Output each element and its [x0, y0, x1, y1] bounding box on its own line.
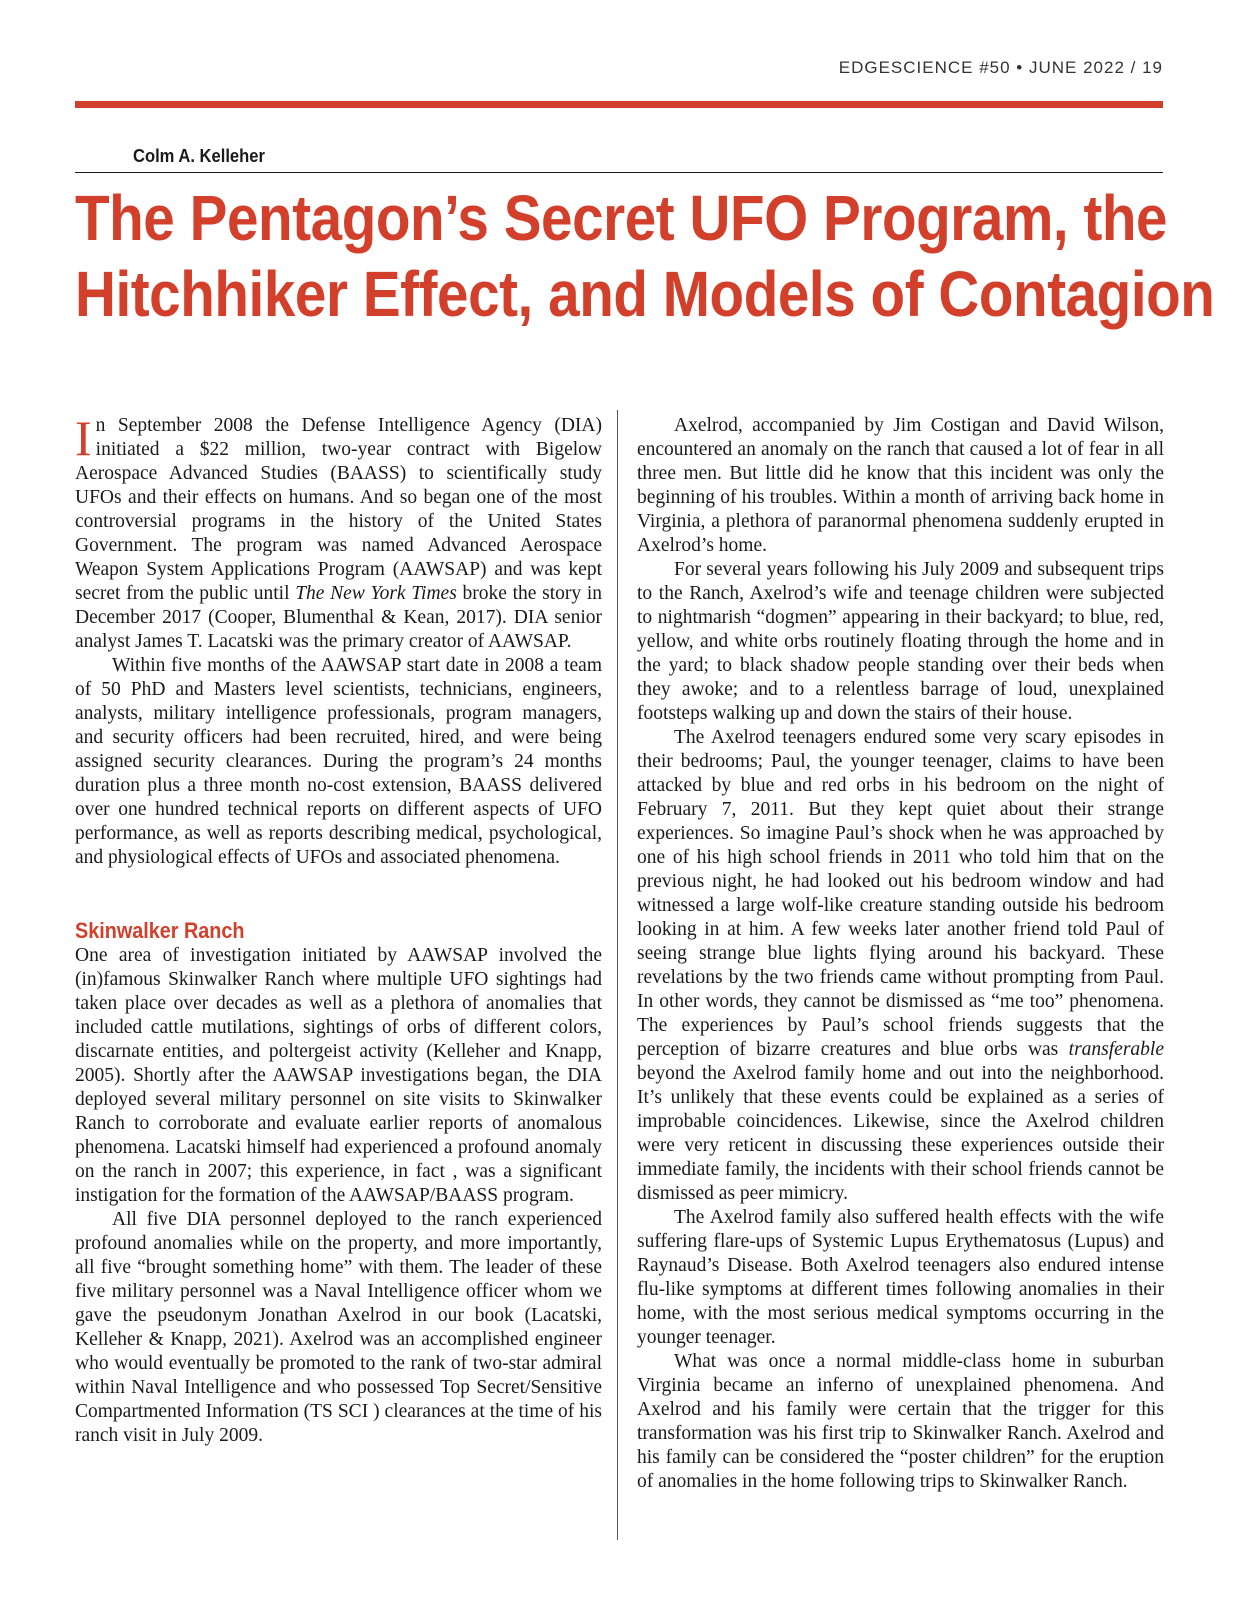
paragraph-5: Axelrod, accompanied by Jim Costigan and David Wilson, encountered an anomaly on the ranch that caused a lot of fear in all three men. But little did he know that this incident was only the beginning of his troubles. Within a month of arriving back home in Virginia, a plethora of paranormal phenomena suddenly erupted in Axelrod’s home.: [637, 415, 1164, 556]
paragraph-2: Within five months of the AAWSAP start date in 2008 a team of 50 PhD and Masters level scientists, technicians, engineers, analysts, military intelligence professionals, program managers, and security officers had been recruited, hired, and were being assigned security clearances. During the program’s 24 months duration plus a three month no-cost extension, BAASS delivered over one hundred technical reports on different aspects of UFO performance, as well as reports describing medical, psychological, and physiological effects of UFOs and associated phenomena.: [75, 655, 602, 868]
paragraph-7-text-a: The Axelrod teenagers endured some very scary episodes in their bedrooms; Paul, the younger teenager, claims to have been attacked by blue and red orbs in his bedroom on the night of February 7, 2011. But they kept quiet about their strange experiences. So imagine Paul’s shock when he was approached by one of his high school friends in 2011 who told him that on the previous night, he had looked out his bedroom window and had witnessed a large wolf-like creature standing outside his bedroom looking in at him. A few weeks later another friend told Paul of seeing strange blue lights flying around his backyard. These revelations by the two friends came without prompting from Paul. In other words, they cannot be dismissed as “me too” phenomena. The experiences by Paul’s school friends suggests that the perception of bizarre creatures and blue orbs was: [637, 727, 1164, 1060]
paragraph-7-text-b: beyond the Axelrod family home and out into the neighborhood. It’s unlikely that these events could be explained as a series of improbable coincidences. Likewise, since the Axelrod children were very reticent in discussing these experiences outside their immediate family, the incidents with their school friends cannot be dismissed as peer mimicry.: [637, 1063, 1164, 1204]
article-title: [75, 180, 1215, 332]
title-line-1: The Pentagon’s Secret UFO Program, the: [75, 182, 1168, 254]
title-line-2: Hitchhiker Effect, and Models of Contagion: [75, 258, 1215, 330]
byline-rule: [75, 172, 1163, 173]
paragraph-1-text-b: broke the story in December 2017 (Cooper, Blumenthal & Kean, 2017). DIA senior analyst James T. Lacatski was the primary creator of AAWSAP.: [75, 583, 602, 652]
paragraph-1-text-a: n September 2008 the Defense Intelligence Agency (DIA) initiated a $22 million, two-year contract with Bigelow Aerospace Advanced Studies (BAASS) to scientifically study UFOs and their effects on humans. And so began one of the most controversial programs in the history of the United States Government. The program was named Advanced Aerospace Weapon System Applications Program (AAWSAP) and was kept secret from the public until: [75, 415, 602, 604]
column-divider: [617, 410, 618, 1540]
section-heading: Skinwalker Ranch: [75, 918, 245, 943]
header-rule: [75, 101, 1163, 108]
right-column: [637, 414, 1164, 1494]
paragraph-6: For several years following his July 2009 and subsequent trips to the Ranch, Axelrod’s wife and teenage children were subjected to nightmarish “dogmen” appearing in their backyard; to blue, red, yellow, and white orbs routinely floating through the home and in the yard; to black shadow people standing over their beds when they awoke; and to a relentless barrage of loud, unexplained footsteps walking up and down the stairs of their house.: [637, 559, 1164, 724]
paragraph-7: [637, 726, 1164, 1206]
italic-term: transferable: [1068, 1039, 1164, 1060]
paragraph-3: One area of investigation initiated by AAWSAP involved the (in)famous Skinwalker Ranch where multiple UFO sightings had taken place over decades as well as a plethora of anomalies that included cattle mutilations, sightings of orbs of different colors, discarnate entities, and poltergeist activity (Kelleher and Knapp, 2005). Shortly after the AAWSAP investigations began, the DIA deployed several military personnel on site visits to Skinwalker Ranch to corroborate and evaluate earlier reports of anomalous phenomena. Lacatski himself had experienced a profound anomaly on the ranch in 2007; this experience, in fact , was a significant instigation for the formation of the AAWSAP/BAASS program.: [75, 945, 602, 1206]
paragraph-1: [75, 410, 602, 654]
left-column: [75, 410, 602, 1448]
running-header: EDGESCIENCE #50 • JUNE 2022 / 19: [838, 58, 1163, 77]
newspaper-title: The New York Times: [295, 583, 457, 604]
author-byline: Colm A. Kelleher: [133, 146, 265, 166]
paragraph-8: The Axelrod family also suffered health effects with the wife suffering flare-ups of Systemic Lupus Erythematosus (Lupus) and Raynaud’s Disease. Both Axelrod teenagers also endured intense flu-like symptoms at different times following anomalies in their home, with the most serious medical symptoms occurring in the younger teenager.: [637, 1207, 1164, 1348]
paragraph-4: All five DIA personnel deployed to the ranch experienced profound anomalies while on the property, and more importantly, all five “brought something home” with them. The leader of these five military personnel was a Naval Intelligence officer whom we gave the pseudonym Jonathan Axelrod in our book (Lacatski, Kelleher & Knapp, 2021). Axelrod was an accomplished engineer who would eventually be promoted to the rank of two-star admiral within Naval Intelligence and who possessed Top Secret/Sensitive Compartmented Information (TS SCI ) clearances at the time of his ranch visit in July 2009.: [75, 1209, 602, 1446]
drop-cap: I: [75, 410, 92, 466]
paragraph-9: What was once a normal middle-class home in suburban Virginia became an inferno of unexplained phenomena. And Axelrod and his family were certain that the trigger for this transformation was his first trip to Skinwalker Ranch. Axelrod and his family can be considered the “poster children” for the eruption of anomalies in the home following trips to Skinwalker Ranch.: [637, 1351, 1164, 1492]
section-gap: [75, 870, 602, 918]
